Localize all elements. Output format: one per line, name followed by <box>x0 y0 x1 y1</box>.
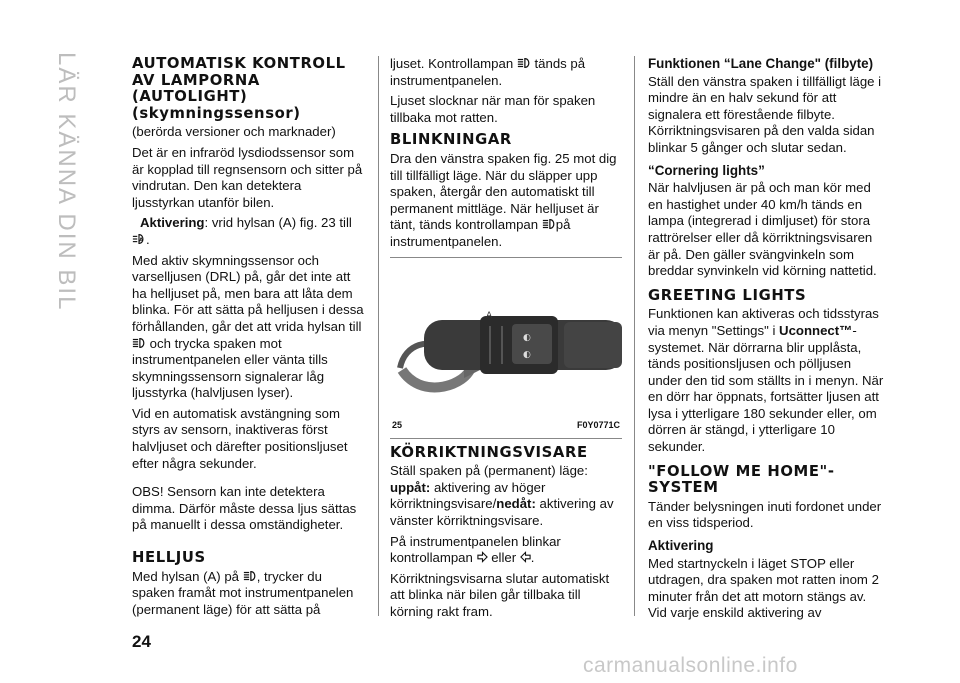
heading-greeting: GREETING LIGHTS <box>648 286 807 304</box>
watermark: carmanualsonline.info <box>583 654 798 677</box>
arrow-left-icon <box>520 551 531 563</box>
paragraph: På instrumentpanelen blinkar kontrollampan eller . <box>390 533 561 566</box>
heading-cornering: “Cornering lights” <box>648 162 765 178</box>
column-separator <box>634 56 635 616</box>
text-bold: nedåt: <box>496 496 536 512</box>
text: eller <box>491 550 517 566</box>
paragraph <box>648 306 884 455</box>
figure-number: 25 <box>392 419 403 430</box>
text: och trycka spaken mot instrumentpanelen eller vänta tills skymningssensorn signalerar låg ljusstyrka (halvljusen lyser). <box>132 335 328 401</box>
svg-text:A: A <box>486 310 493 321</box>
paragraph: Ljuset slocknar när man för spaken tillbaka mot ratten. <box>390 93 596 125</box>
text: Ställ spaken på (permanent) läge: <box>390 463 588 479</box>
high-beam-icon <box>542 218 556 230</box>
paragraph <box>390 56 622 89</box>
paragraph: OBS! Sensorn kan inte detektera dimma. Därför måste dessa ljus sättas på manuellt i dessa omständigheter. <box>132 484 357 533</box>
heading-blinkningar: BLINKNINGAR <box>390 131 512 149</box>
paragraph: Det är en infraröd lysdiodssensor som är kopplad till regnsensorn och sitter på vindrutan. Den kan detektera ljusstyrkan utanför bilen. <box>132 144 363 210</box>
heading-helljus: HELLJUS <box>132 549 206 567</box>
high-beam-icon <box>517 57 531 69</box>
paragraph: När halvljusen är på och man kör med en hastighet under 40 km/h tänds en lampa (integrerad i dimljuset) för stora rattrörelser eller då körriktningsvisaren är på. Den gäller svängvinkeln som breddar synvinkeln vid körning nattetid. <box>648 180 877 279</box>
column-2 <box>390 56 622 624</box>
text: tänds på instrumentpanelen. <box>390 56 586 88</box>
text: på instrumentpanelen. <box>390 217 571 249</box>
text: På instrumentpanelen blinkar kontrollampan <box>390 533 561 566</box>
text: Med aktiv skymningssensor och varselljusen (DRL) på, går det inte att ha helljuset på, men bara att låta dem blinka. För att sätta på helljusen i dessa förhållanden, går det att vrida hylsan till <box>132 252 364 334</box>
heading-lane-change: Funktionen “Lane Change" (filbyte) <box>648 56 874 71</box>
figure-code: F0Y0771C <box>576 419 620 430</box>
paragraph: Tänder belysningen inuti fordonet under en viss tidsperiod. <box>648 498 882 531</box>
column-separator <box>378 56 379 616</box>
column-1 <box>132 56 364 622</box>
high-beam-icon <box>243 570 257 582</box>
page-number: 24 <box>132 632 151 651</box>
text-bold: Uconnect™ <box>779 322 853 338</box>
paragraph <box>390 463 622 529</box>
paragraph <box>390 151 622 251</box>
svg-text:◐: ◐ <box>523 332 531 343</box>
text: aktivering av höger körriktningsvisare/ <box>390 479 546 512</box>
text: Funktionen kan aktiveras och tidsstyras via menyn "Settings" i <box>648 306 879 338</box>
heading-korriktningsvisare: KÖRRIKTNINGSVISARE <box>390 443 588 461</box>
paragraph <box>132 253 364 402</box>
text: -systemet. När dörrarna blir upplåsta, tänds positionsljusen och pölljusen under den tid som ställts in i menyn. När en dörr har öppnats, fortsätter ljusen att lysa i ytterligare 180 sekunder eller, om dörren är stängd, i ytterligare 10 sekunder. <box>648 322 884 455</box>
text: Dra den vänstra spaken fig. 25 mot dig till tillfälligt läge. När du släpper upp spaken, återgår den automatiskt till permanent mittläge. När helljuset är tänt, tänds kontrollampan <box>390 150 617 233</box>
paragraph: (berörda versioner och marknader) <box>132 124 336 140</box>
svg-text:◐: ◐ <box>523 349 531 360</box>
text: , trycker du spaken framåt mot instrumentpanelen (permanent läge) för att sätta på <box>132 568 354 617</box>
text: Med hylsan (A) på <box>132 568 240 584</box>
activation-text: : vrid hylsan (A) fig. 23 till <box>204 215 352 231</box>
text: ljuset. Kontrollampan <box>390 56 514 71</box>
activation-label: Aktivering <box>140 215 205 231</box>
auto-light-icon <box>132 233 146 245</box>
column-3 <box>648 56 884 626</box>
paragraph: Vid en automatisk avstängning som styrs av sensorn, inaktiveras först halvljuset och därefter positionsljuset efter några sekunder. <box>132 405 348 471</box>
text: aktivering av vänster körriktningsvisare. <box>390 496 614 528</box>
figure-stalk <box>390 257 622 439</box>
stalk-illustration <box>390 258 622 418</box>
paragraph-activation: Aktivering: vrid hylsan (A) fig. 23 till . <box>132 215 364 248</box>
paragraph: Ställ den vänstra spaken i tillfälligt läge i mindre än en halv sekund för att signalera ett förestående filbyte. Körriktningsvisaren på den valda sidan blinkar 5 gånger och slutar sedan. <box>648 73 882 155</box>
heading-autolight: AUTOMATISK KONTROLL AV LAMPORNA (AUTOLIGHT) (skymningssensor) <box>132 55 346 122</box>
side-title: LÄR KÄNNA DIN BIL <box>53 52 80 312</box>
paragraph: Med startnyckeln i läget STOP eller utdragen, dra spaken mot ratten inom 2 minuter från det att motorn stängs av. Vid varje enskild aktivering av <box>648 555 879 621</box>
heading-aktivering: Aktivering <box>648 538 714 554</box>
heading-follow-me-home: "FOLLOW ME HOME"-SYSTEM <box>648 462 835 497</box>
text-bold: uppåt: <box>390 479 431 495</box>
paragraph: Körriktningsvisarna slutar automatiskt att blinka när bilen går tillbaka till körning rakt fram. <box>390 570 610 619</box>
high-beam-icon <box>132 337 146 349</box>
paragraph <box>132 569 364 619</box>
arrow-right-icon <box>477 551 488 563</box>
